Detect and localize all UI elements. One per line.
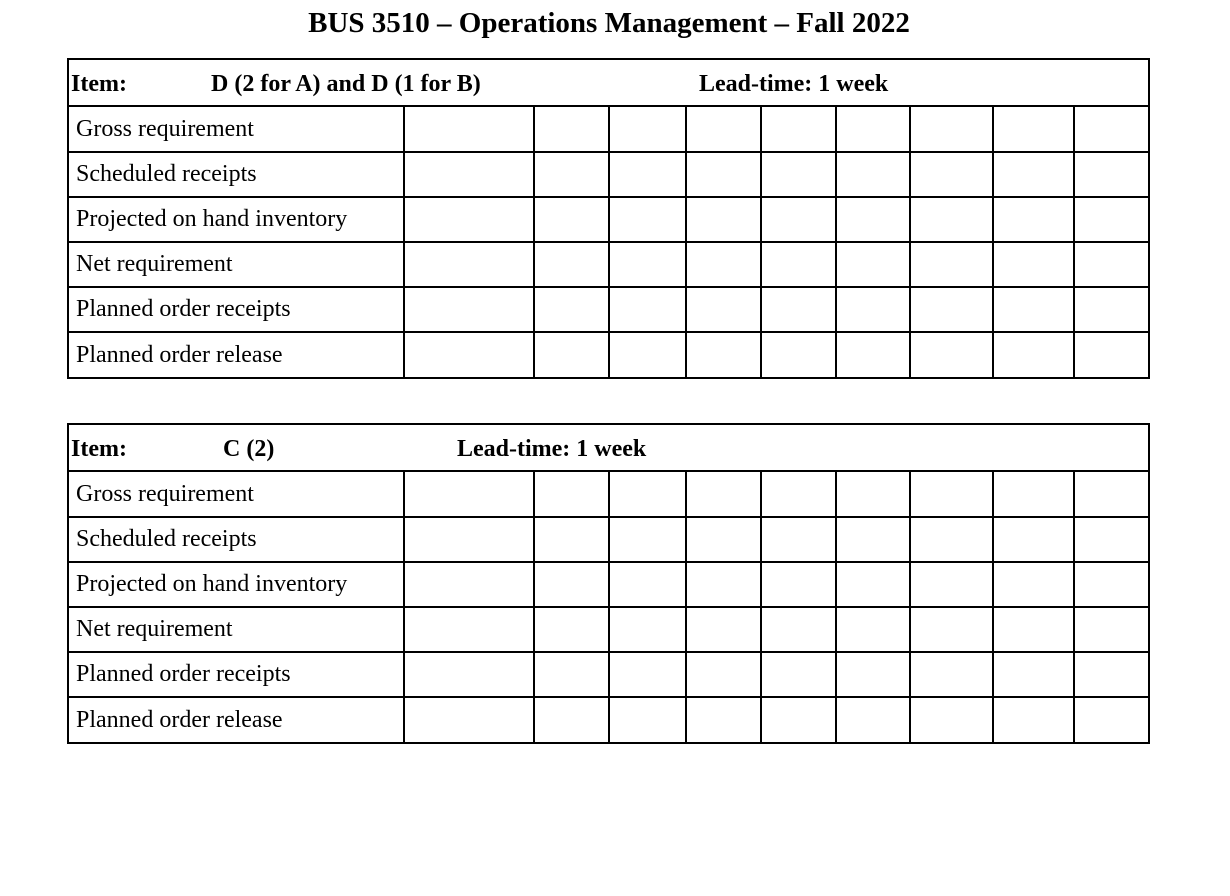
- period-cell: [993, 697, 1074, 742]
- period-cell: [404, 562, 534, 607]
- period-cell: [534, 107, 609, 152]
- period-cell: [609, 152, 686, 197]
- period-cell: [993, 652, 1074, 697]
- table-row: [69, 607, 1148, 652]
- period-cell: [761, 697, 836, 742]
- period-cell: [609, 287, 686, 332]
- period-cell: [404, 472, 534, 517]
- period-cell: [761, 287, 836, 332]
- period-cell: [1074, 697, 1148, 742]
- period-cell: [686, 152, 761, 197]
- period-cell: [1074, 607, 1148, 652]
- period-cell: [404, 517, 534, 562]
- period-cell: [910, 107, 993, 152]
- period-cell: [534, 607, 609, 652]
- period-cell: [836, 697, 910, 742]
- period-cell: [609, 517, 686, 562]
- period-cell: [836, 652, 910, 697]
- period-cell: [761, 472, 836, 517]
- period-cell: [1074, 197, 1148, 242]
- period-cell: [836, 472, 910, 517]
- period-cell: [686, 197, 761, 242]
- period-cell: [686, 652, 761, 697]
- period-cell: [404, 332, 534, 377]
- row-label: Planned order receipts: [69, 287, 404, 332]
- period-cell: [534, 287, 609, 332]
- period-cell: [761, 517, 836, 562]
- row-label: Planned order release: [76, 341, 283, 368]
- row-label: Gross requirement: [69, 107, 404, 152]
- period-cell: [1074, 332, 1148, 377]
- period-cell: [910, 697, 993, 742]
- period-cell: [910, 607, 993, 652]
- period-cell: [836, 332, 910, 377]
- period-cell: [761, 652, 836, 697]
- lead-time: Lead-time: 1 week: [457, 436, 647, 462]
- period-cell: [686, 242, 761, 287]
- period-cell: [993, 517, 1074, 562]
- period-cell: [534, 242, 609, 287]
- period-cell: [1074, 107, 1148, 152]
- period-cell: [1074, 517, 1148, 562]
- period-cell: [836, 562, 910, 607]
- period-cell: [761, 562, 836, 607]
- period-cell: [686, 332, 761, 377]
- period-cell: [686, 607, 761, 652]
- row-label: Planned order receipts: [69, 652, 404, 697]
- period-cell: [910, 197, 993, 242]
- period-cell: [609, 472, 686, 517]
- period-cell: [609, 332, 686, 377]
- period-cell: [993, 472, 1074, 517]
- table-row: [69, 242, 1148, 287]
- row-label: Gross requirement: [69, 472, 404, 517]
- period-cell: [686, 107, 761, 152]
- period-cell: [534, 332, 609, 377]
- period-cell: [910, 517, 993, 562]
- period-cell: [993, 107, 1074, 152]
- period-cell: [404, 242, 534, 287]
- period-cell: [1074, 472, 1148, 517]
- period-cell: [761, 197, 836, 242]
- period-cell: [761, 107, 836, 152]
- period-cell: [836, 107, 910, 152]
- table-row: [69, 562, 1148, 607]
- period-cell: [534, 562, 609, 607]
- row-label: Net requirement: [69, 607, 404, 652]
- period-cell: [1074, 652, 1148, 697]
- period-cell: [836, 197, 910, 242]
- mrp-table-item-c: [67, 423, 1150, 744]
- period-cell: [534, 197, 609, 242]
- table-header: [69, 425, 1148, 472]
- period-cell: [761, 607, 836, 652]
- period-cell: [404, 107, 534, 152]
- period-cell: [609, 697, 686, 742]
- period-cell: [836, 152, 910, 197]
- lead-time: Lead-time: 1 week: [699, 71, 889, 97]
- table-row: [69, 107, 1148, 152]
- period-cell: [836, 517, 910, 562]
- period-cell: [910, 332, 993, 377]
- period-cell: [609, 107, 686, 152]
- period-cell: [993, 152, 1074, 197]
- table-row: [69, 517, 1148, 562]
- row-label: Net requirement: [69, 242, 404, 287]
- row-label: Scheduled receipts: [69, 152, 404, 197]
- period-cell: [1074, 287, 1148, 332]
- period-cell: [993, 197, 1074, 242]
- period-cell: [534, 652, 609, 697]
- period-cell: [686, 697, 761, 742]
- period-cell: [1074, 562, 1148, 607]
- period-cell: [609, 242, 686, 287]
- period-cell: [534, 697, 609, 742]
- table-row: [69, 652, 1148, 697]
- mrp-grid: [69, 472, 1148, 742]
- period-cell: [910, 472, 993, 517]
- row-label: Projected on hand inventory: [69, 197, 404, 242]
- period-cell: [910, 242, 993, 287]
- row-label: Projected on hand inventory: [69, 562, 404, 607]
- period-cell: [836, 242, 910, 287]
- period-cell: [1074, 152, 1148, 197]
- period-cell: [910, 287, 993, 332]
- period-cell: [534, 472, 609, 517]
- period-cell: [534, 517, 609, 562]
- page-title: BUS 3510 – Operations Management – Fall 2022: [308, 7, 910, 39]
- table-row: [69, 697, 1148, 742]
- period-cell: [761, 152, 836, 197]
- period-cell: [993, 287, 1074, 332]
- period-cell: [993, 607, 1074, 652]
- period-cell: [609, 607, 686, 652]
- period-cell: [404, 287, 534, 332]
- period-cell: [686, 287, 761, 332]
- period-cell: [993, 242, 1074, 287]
- period-cell: [404, 607, 534, 652]
- item-label: Item:: [71, 71, 127, 97]
- period-cell: [910, 152, 993, 197]
- mrp-table-item-d: [67, 58, 1150, 379]
- period-cell: [836, 287, 910, 332]
- item-value: D (2 for A) and D (1 for B): [211, 71, 481, 97]
- period-cell: [910, 652, 993, 697]
- table-row: [69, 197, 1148, 242]
- period-cell: [686, 562, 761, 607]
- period-cell: [836, 607, 910, 652]
- item-value: C (2): [223, 436, 275, 462]
- period-cell: [910, 562, 993, 607]
- period-cell: [404, 697, 534, 742]
- table-header: [69, 60, 1148, 107]
- table-row: [69, 287, 1148, 332]
- period-cell: [1074, 242, 1148, 287]
- row-label: Scheduled receipts: [69, 517, 404, 562]
- period-cell: [609, 652, 686, 697]
- row-label: Planned order release: [76, 706, 283, 733]
- period-cell: [686, 517, 761, 562]
- period-cell: [609, 197, 686, 242]
- period-cell: [993, 562, 1074, 607]
- period-cell: [404, 652, 534, 697]
- period-cell: [761, 332, 836, 377]
- period-cell: [686, 472, 761, 517]
- table-row: [69, 472, 1148, 517]
- mrp-grid: [69, 107, 1148, 377]
- period-cell: [404, 197, 534, 242]
- period-cell: [609, 562, 686, 607]
- period-cell: [534, 152, 609, 197]
- table-row: [69, 332, 1148, 377]
- table-row: [69, 152, 1148, 197]
- period-cell: [761, 242, 836, 287]
- period-cell: [404, 152, 534, 197]
- period-cell: [993, 332, 1074, 377]
- item-label: Item:: [71, 436, 127, 462]
